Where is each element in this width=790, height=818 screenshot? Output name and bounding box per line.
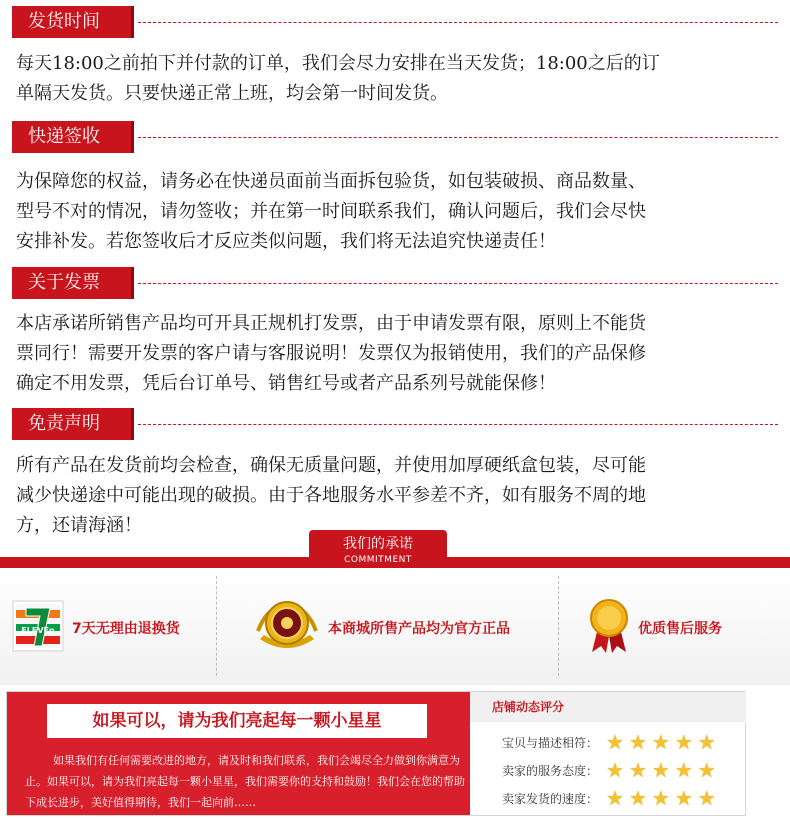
star-icon[interactable]: ★ [628,758,647,782]
paragraph-invoice [16,309,776,399]
text-line: 安排补发。若您签收后才反应类似问题，我们将无法追究快递责任！ [16,231,556,252]
score-label: 卖家的服务态度： [501,763,598,778]
score-row [470,728,746,756]
section-title: 免责声明 [12,408,134,440]
star-icon[interactable]: ★ [606,730,624,754]
gold-medal-seal-icon [254,595,320,661]
section-title: 发货时间 [12,6,134,38]
shop-score-panel [470,692,746,815]
commitment-tab [309,530,447,568]
dashed-divider [138,283,778,284]
star-icon[interactable]: ★ [628,786,647,810]
star-icon[interactable]: ★ [674,758,693,782]
text-line: 每天18:00之前拍下并付款的订单，我们会尽力安排在当天发货；18:00之后的订 [16,53,660,74]
guarantee-text: 优质售后服务 [638,620,722,637]
text-line: 方，还请海涵！ [16,515,142,536]
text-line: 型号不对的情况，请勿签收；并在第一时间联系我们，确认问题后，我们会尽快 [16,201,646,222]
text-line: 单隔天发货。只要快递正常上班，均会第一时间发货。 [16,83,448,104]
star-icon[interactable]: ★ [606,758,624,782]
rating-appeal-title: 如果可以，请为我们亮起每一颗小星星 [47,704,427,738]
star-icon[interactable]: ★ [674,730,693,754]
guarantee-panel [0,570,790,685]
shop-rating-box [6,691,746,816]
score-row [470,784,746,812]
score-label: 宝贝与描述相符： [501,735,598,750]
star-rating[interactable] [606,732,721,752]
gold-ribbon-badge-icon [588,598,630,658]
text-line: 所有产品在发货前均会检查，确保无质量问题，并使用加厚硬纸盒包装，尽可能 [16,455,646,476]
column-divider [558,576,559,676]
paragraph-delivery-signing [16,167,776,257]
dashed-divider [138,424,778,425]
rating-appeal-panel [7,692,470,815]
score-row [470,756,746,784]
guarantee-item-after-sales [588,570,722,685]
seven-eleven-wordmark: ELEVEn [21,625,55,635]
star-icon[interactable]: ★ [628,730,647,754]
rating-appeal-message: 如果我们有任何需要改进的地方，请及时和我们联系，我们会竭尽全力做到你满意为止。如果可以，请为我们亮起每一颗小星星，我们需要你的支持和鼓励！我们会在您的帮助下成长进步，美好值得期待，我们一起向前…… [25,754,465,809]
star-icon[interactable]: ★ [697,730,716,754]
star-icon[interactable]: ★ [651,786,670,810]
star-icon[interactable]: ★ [674,786,693,810]
star-icon[interactable]: ★ [651,758,670,782]
commitment-title: 我们的承诺 [343,536,413,552]
column-divider [216,576,217,676]
star-icon[interactable]: ★ [697,786,716,810]
text-line: 本店承诺所销售产品均可开具正规机打发票，由于申请发票有限，原则上不能货 [16,313,646,334]
guarantee-text: 本商城所售产品均为官方正品 [328,620,510,637]
seven-eleven-logo-icon [12,600,64,656]
text-line: 为保障您的权益，请务必在快递员面前当面拆包验货，如包装破损、商品数量、 [16,171,646,192]
score-label: 卖家发货的速度： [501,791,598,806]
text-line: 确定不用发票，凭后台订单号、销售红号或者产品系列号就能保修！ [16,373,556,394]
section-header-invoice [12,267,778,299]
text-line: 减少快递途中可能出现的破损。由于各地服务水平参差不齐，如有服务不周的地 [16,485,646,506]
section-header-delivery-signing [12,121,778,153]
section-title: 关于发票 [12,267,134,299]
guarantee-item-returns [12,570,180,685]
star-icon[interactable]: ★ [606,786,624,810]
dashed-divider [138,22,778,23]
star-icon[interactable]: ★ [697,758,716,782]
paragraph-shipping-time [16,49,776,109]
section-header-disclaimer [12,408,778,440]
shop-score-title: 店铺动态评分 [470,692,746,722]
commitment-subtitle: COMMITMENT [344,555,412,565]
star-icon[interactable]: ★ [651,730,670,754]
dashed-divider [138,137,778,138]
star-rating[interactable] [606,760,721,780]
paragraph-disclaimer [16,451,776,541]
section-title: 快递签收 [12,121,134,153]
star-rating[interactable] [606,788,721,808]
guarantee-item-authentic [254,570,510,685]
guarantee-text: 7天无理由退换货 [72,620,180,637]
section-header-shipping-time [12,6,778,38]
text-line: 票同行！需要开发票的客户请与客服说明！发票仅为报销使用，我们的产品保修 [16,343,646,364]
